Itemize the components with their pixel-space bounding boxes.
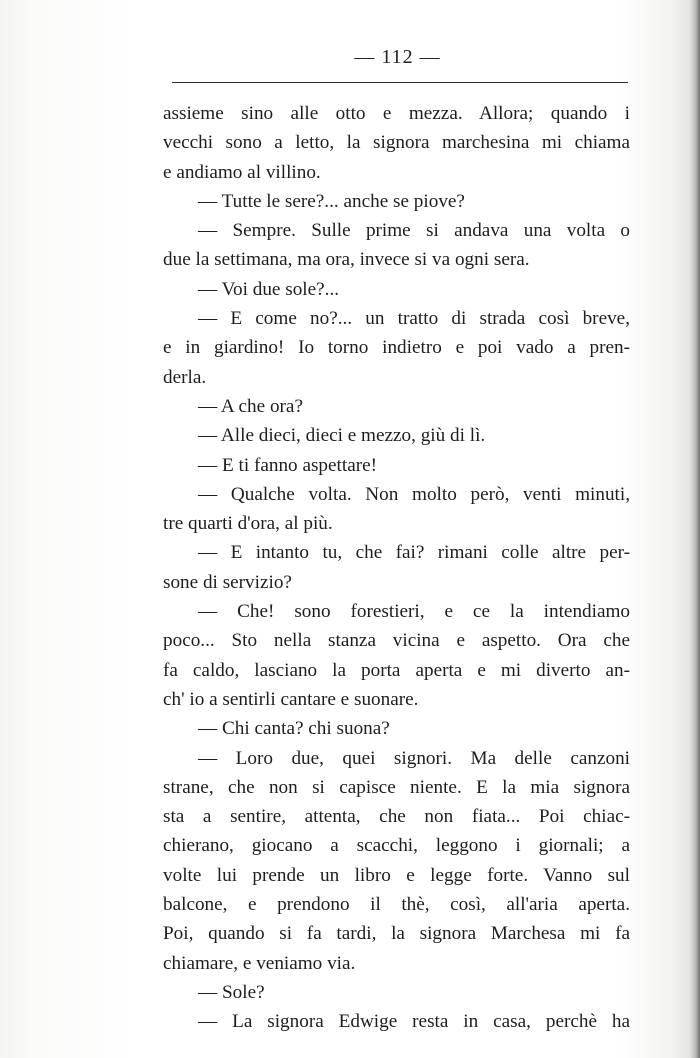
text-line: chiamare, e veniamo via. [163, 952, 356, 974]
text-line: poco... Sto nella stanza vicina e aspetto. Ora che [163, 630, 630, 652]
text-line: sone di servizio? [163, 571, 292, 593]
text-line: vecchi sono a letto, la signora marchesina mi chiama [163, 132, 630, 154]
text-line: — Che! sono forestieri, e ce la intendiamo [198, 601, 630, 623]
text-line: — Loro due, quei signori. Ma delle canzoni [198, 747, 630, 769]
header-rule [172, 82, 628, 83]
page-header [165, 46, 630, 69]
text-line: — Tutte le sere?... anche se piove? [198, 190, 465, 212]
page-binding-shadow [690, 0, 700, 1058]
text-line: volte lui prende un libro e legge forte. Vanno sul [163, 864, 630, 886]
body-text [163, 99, 630, 1037]
text-line: — Qualche volta. Non molto però, venti minuti, [198, 483, 630, 505]
text-line: — A che ora? [198, 395, 303, 417]
text-line: chierano, giocano a scacchi, leggono i giornali; a [163, 835, 630, 857]
text-line: e andiamo al villino. [163, 161, 321, 183]
text-line: ch' io a sentirli cantare e suonare. [163, 688, 419, 710]
text-line: — La signora Edwige resta in casa, perchè ha [198, 1011, 630, 1033]
text-line: — E intanto tu, che fai? rimani colle altre per- [198, 542, 630, 564]
page-number: — 112 — [354, 46, 441, 68]
text-line: tre quarti d'ora, al più. [163, 513, 333, 535]
text-line: assieme sino alle otto e mezza. Allora; quando i [163, 103, 630, 124]
text-line: — Alle dieci, dieci e mezzo, giù di lì. [198, 425, 486, 447]
text-line: — E ti fanno aspettare! [198, 454, 378, 476]
text-line: Poi, quando si fa tardi, la signora Marchesa mi fa [163, 923, 630, 945]
text-line: sta a sentire, attenta, che non fiata... Poi chiac- [163, 806, 630, 828]
text-line: derla. [163, 366, 207, 388]
text-line: — Sole? [198, 981, 265, 1003]
text-line: due la settimana, ma ora, invece si va ogni sera. [163, 249, 530, 271]
text-line: strane, che non si capisce niente. E la mia signora [163, 776, 630, 798]
text-line: — Voi due sole?... [198, 278, 340, 300]
text-line: balcone, e prendono il thè, così, all'aria aperta. [163, 894, 630, 916]
text-line: — E come no?... un tratto di strada così breve, [198, 308, 630, 330]
text-line: — Sempre. Sulle prime si andava una volta o [198, 220, 630, 242]
text-line: e in giardino! Io torno indietro e poi vado a pren- [163, 337, 630, 359]
text-line: — Chi canta? chi suona? [198, 718, 390, 740]
text-line: fa caldo, lasciano la porta aperta e mi diverto an- [163, 659, 630, 681]
